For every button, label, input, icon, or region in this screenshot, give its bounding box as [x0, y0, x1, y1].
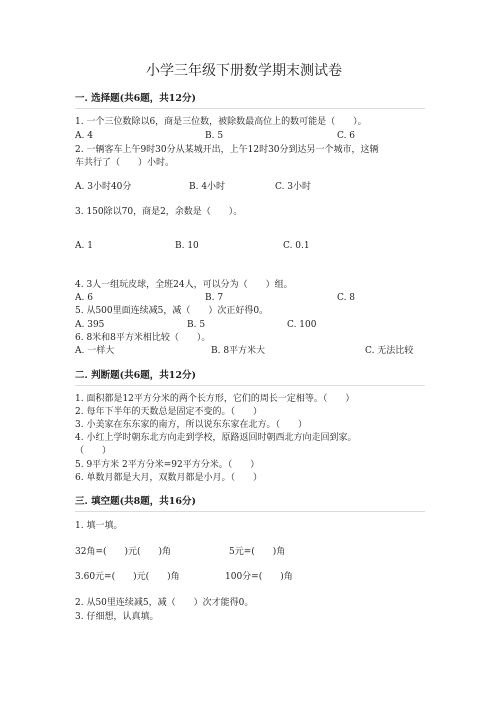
question-4-option-c: C. 8 — [337, 293, 356, 303]
judgement-4-line1: 4. 小红上学时朝东北方向走到学校，原路返回时朝西北方向走回到家。 — [75, 433, 357, 443]
judgement-5: 5. 9平方米 2平方分米=92平方分米。（ ） — [75, 460, 260, 470]
judgement-1: 1. 面积都是12平方分米的两个长方形，它们的周长一定相等。（ ） — [75, 394, 355, 404]
question-1-option-a: A. 4 — [75, 131, 93, 141]
fill-1-stem: 1. 填一填。 — [75, 521, 123, 531]
question-2-option-b: B. 4小时 — [189, 182, 226, 192]
question-1-stem: 1. 一个三位数除以6，商是三位数，被除数最高位上的数可能是（ ）。 — [75, 117, 367, 127]
question-3-option-a: A. 1 — [75, 241, 93, 251]
question-4-option-a: A. 6 — [75, 293, 93, 303]
section-heading-judgement: 二. 判断题(共6题，共12分) — [75, 370, 196, 381]
section-divider — [75, 511, 425, 512]
question-5-option-c: C. 100 — [287, 320, 317, 330]
question-5-option-b: B. 5 — [187, 320, 206, 330]
judgement-6: 6. 单数月都是大月，双数月都是小月。（ ） — [75, 473, 262, 483]
judgement-4-line2: （ ） — [75, 446, 112, 456]
judgement-3: 3. 小美家在东东家的南方，所以说东东家在北方。（ ） — [75, 420, 307, 430]
question-5-stem: 5. 从500里面连续减5，减（ ）次正好得0。 — [75, 306, 269, 316]
question-3-stem: 3. 150除以70，商是2，余数是（ ）。 — [75, 207, 243, 217]
fill-3: 3. 仔细想，认真填。 — [75, 612, 159, 622]
question-2-stem-line1: 2. 一辆客车上午9时30分从某城开出，上午12时30分到达另一个城市，这辆 — [75, 145, 379, 155]
page-title: 小学三年级下册数学期末测试卷 — [146, 63, 342, 79]
fill-2: 2. 从50里连续减5，减（ ）次才能得0。 — [75, 598, 254, 608]
section-divider — [75, 108, 425, 109]
question-1-option-c: C. 6 — [337, 131, 356, 141]
fill-1-item-b: 5元=( )角 — [229, 547, 286, 557]
question-2-option-c: C. 3小时 — [275, 182, 312, 192]
section-heading-fill: 三. 填空题(共8题，共16分) — [75, 496, 196, 507]
question-6-option-b: B. 8平方米大 — [211, 346, 266, 356]
question-2-option-a: A. 3小时40分 — [75, 182, 132, 192]
question-6-stem: 6. 8米和8平方米相比较（ ）。 — [75, 333, 211, 343]
fill-1-item-d: 100分=( )角 — [225, 572, 293, 582]
fill-1-item-a: 32角=( )元( )角 — [75, 547, 172, 557]
question-1-option-b: B. 5 — [205, 131, 224, 141]
question-6-option-a: A. 一样大 — [75, 346, 115, 356]
section-heading-choice: 一. 选择题(共6题，共12分) — [75, 93, 196, 104]
question-4-stem: 4. 3人一组玩皮球，全班24人，可以分为（ ）组。 — [75, 280, 293, 290]
fill-1-item-c: 3.60元=( )元( )角 — [75, 572, 180, 582]
question-6-option-c: C. 无法比较 — [365, 346, 414, 356]
question-2-stem-line2: 车共行了（ ）小时。 — [75, 158, 175, 168]
question-4-option-b: B. 7 — [205, 293, 224, 303]
judgement-2: 2. 每年下半年的天数总是固定不变的。（ ） — [75, 407, 262, 417]
section-divider — [75, 385, 425, 386]
question-3-option-c: C. 0.1 — [283, 241, 310, 251]
question-5-option-a: A. 395 — [75, 320, 105, 330]
question-3-option-b: B. 10 — [175, 241, 199, 251]
